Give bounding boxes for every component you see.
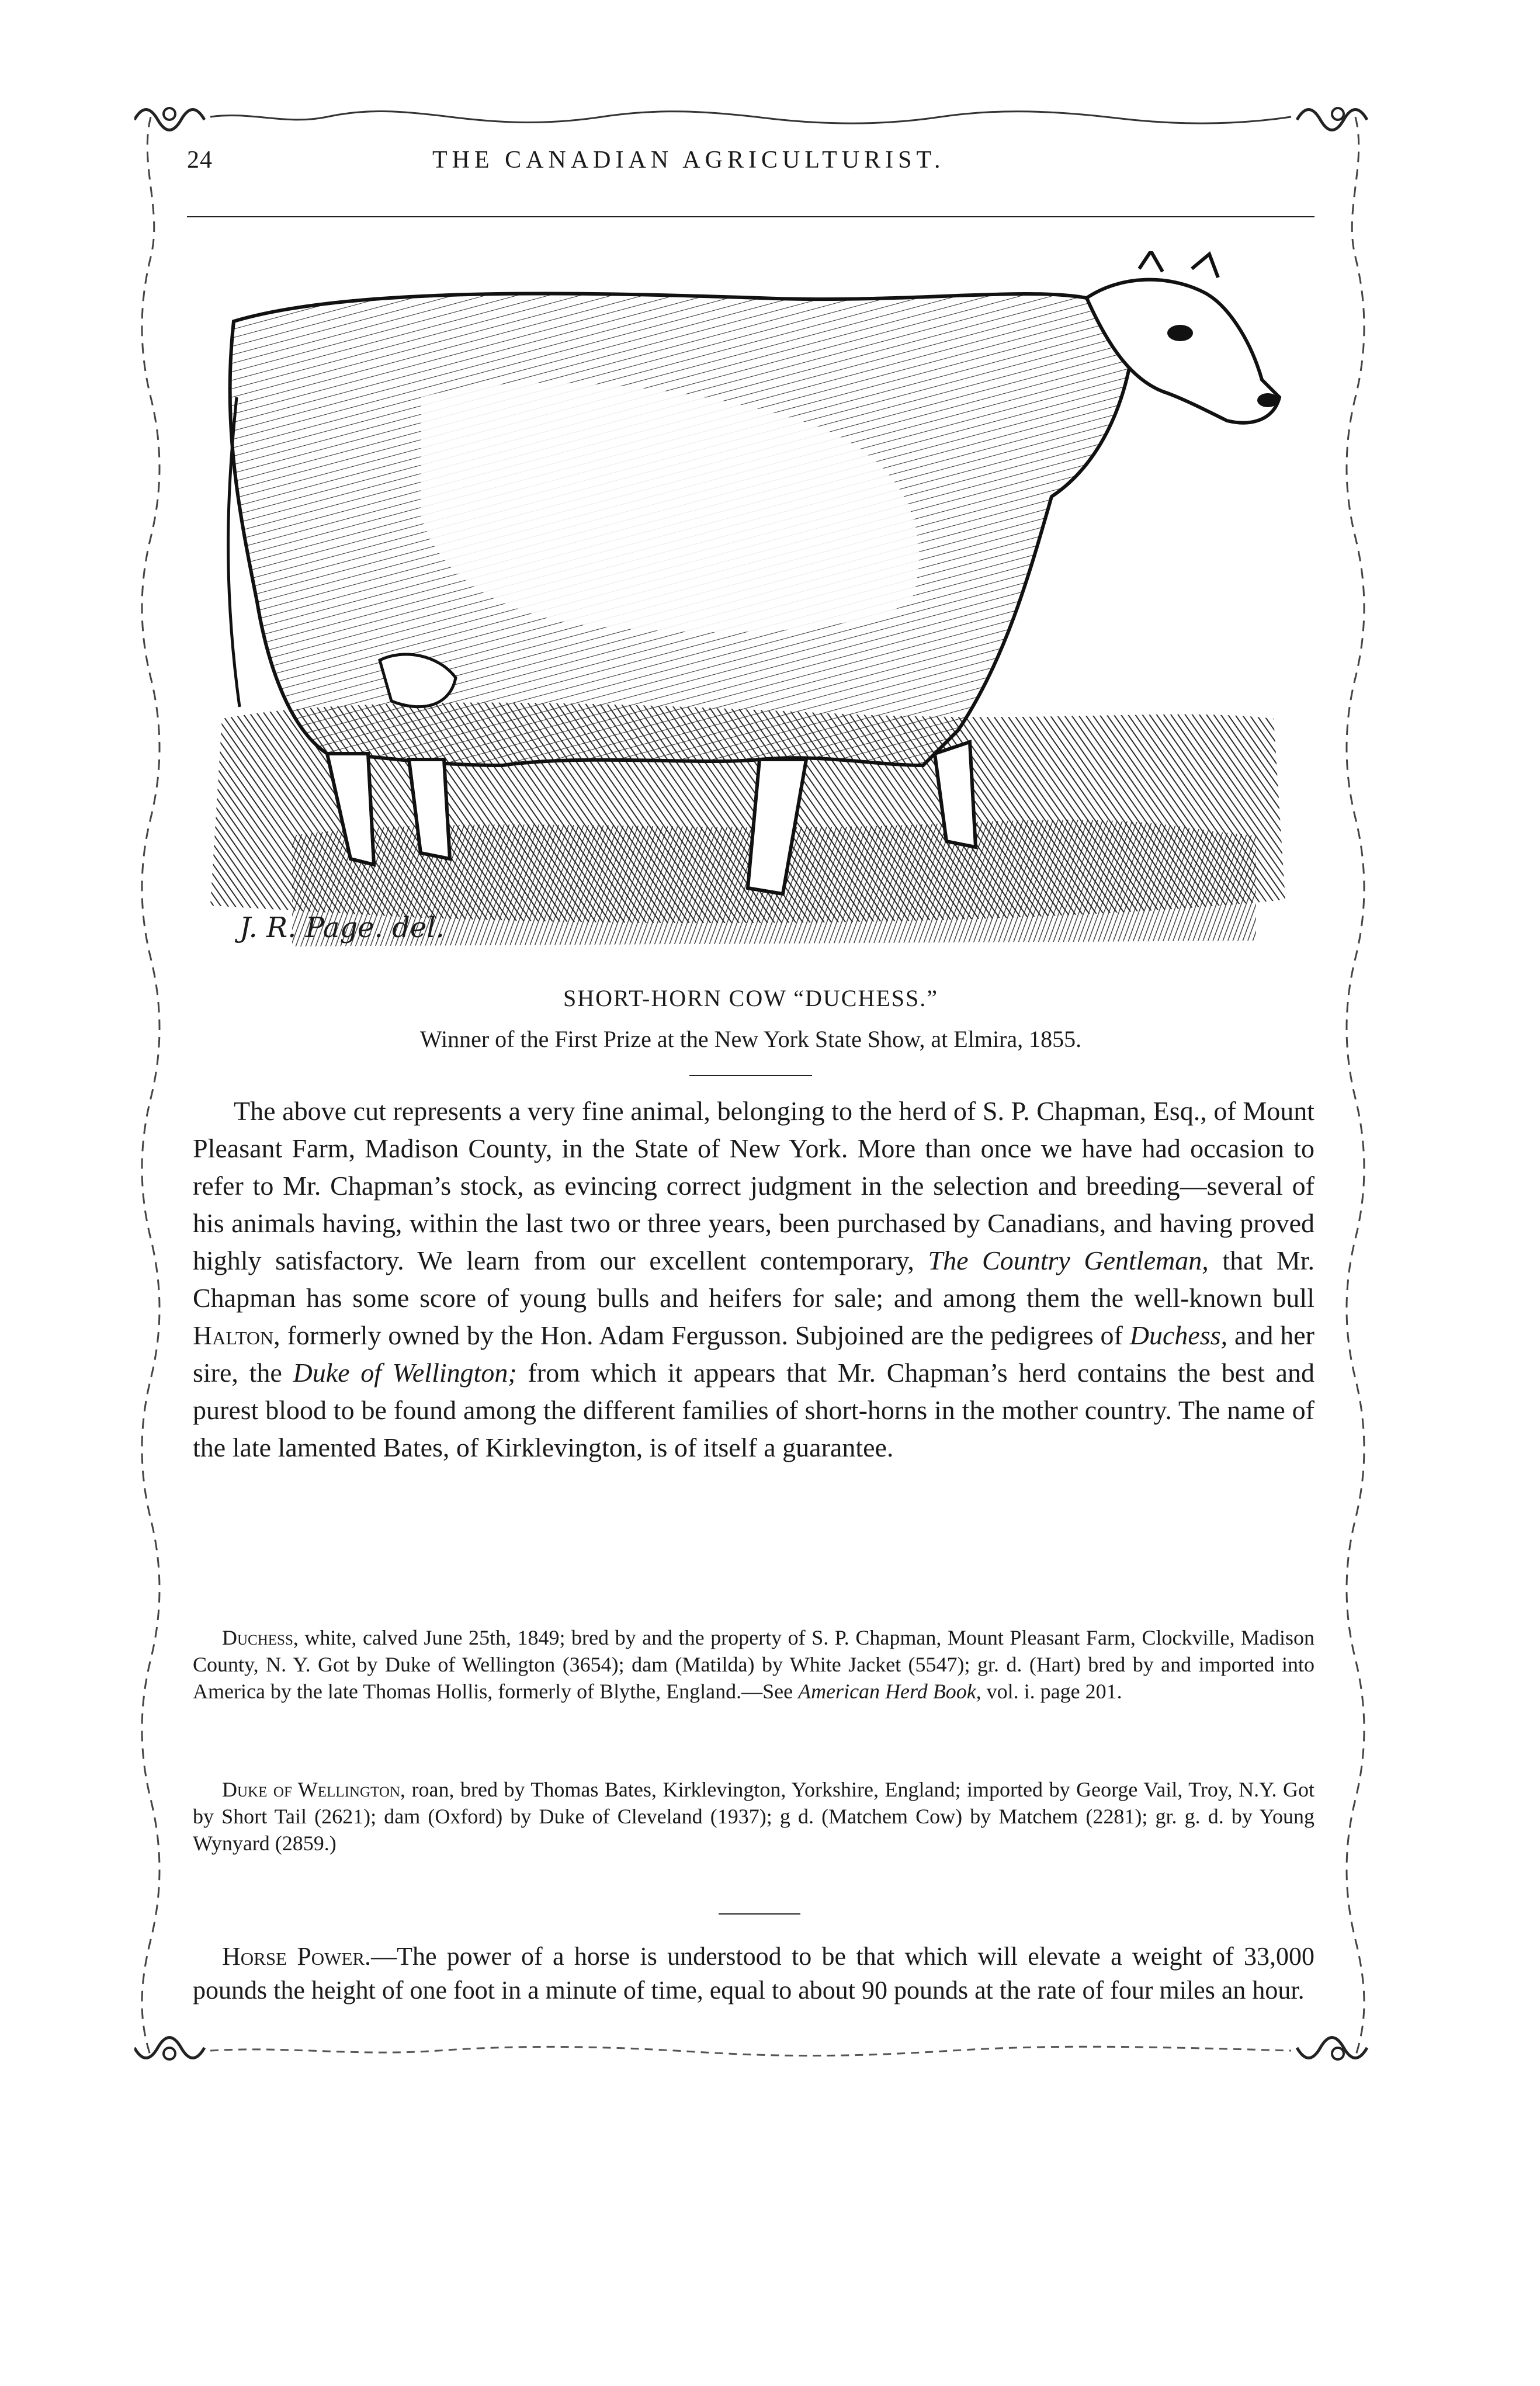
pedigree-duchess-end: vol. i. page 201. — [981, 1680, 1122, 1703]
pedigree-rule — [719, 1913, 800, 1915]
pedigree-duke — [193, 1776, 1314, 1857]
article-text-a: The above cut represents a very fine animal, belonging to the herd of S. P. Chapman, Esq., of Mount Pleasant Farm, Madison County, in the State of New York. More than once we have had occasion to refer to Mr. Chapman’s stock, as evincing correct judgment in the selection and breeding—several of his animals having, within the last two or three years, been purchased by Canadians, and having proved highly satisfactory. We learn from our excellent contemporary, — [193, 1096, 1314, 1275]
engraver-signature: J. R. Page. del. — [240, 911, 445, 944]
horse-power-title: Horse Power. — [222, 1942, 372, 1971]
article-italic-duke: Duke of Wellington; — [293, 1358, 517, 1388]
cow-engraving — [175, 251, 1320, 976]
page-number: 24 — [187, 147, 213, 174]
article-paragraph — [193, 1093, 1314, 1466]
horse-power-text: —The power of a horse is understood to be that which will elevate a weight of 33,000 pounds the height of one foot in a minute of time, equal to about 90 pounds at the rate of four miles an hour. — [193, 1942, 1314, 2004]
article-text-c: formerly owned by the Hon. Adam Fergusson. Subjoined are the pedigrees of — [280, 1320, 1130, 1350]
caption-rule — [689, 1075, 812, 1076]
article-smallcaps-halton: Halton, — [193, 1320, 280, 1350]
running-head-title: THE CANADIAN AGRICULTURIST. — [432, 147, 945, 174]
article-italic-country-gentleman: The Country Gentleman, — [928, 1246, 1209, 1275]
pedigree-duchess-text: white, calved June 25th, 1849; bred by and the property of S. P. Chapman, Mount Pleasant Farm, Clockville, Madison County, N. Y. Got by Duke of Wellington (3654); dam (Matilda) by White Jacket (5547); gr. d. (Hart) bred by and imported into America by the late Thomas Hollis, formerly of Blythe, England.—See — [193, 1626, 1314, 1703]
pedigree-duchess-ref: American Herd Book, — [798, 1680, 981, 1703]
ornamental-border-left — [133, 117, 168, 2056]
article-text-b: that Mr. Chapman has some score of young bulls and heifers for sale; and among them the well-known bull — [193, 1246, 1315, 1313]
ornamental-border-bottom — [134, 2033, 1373, 2074]
header-rule — [187, 216, 1314, 217]
article-text-d: and her sire, the — [193, 1320, 1314, 1388]
article-body — [193, 1093, 1314, 1466]
ornamental-border-right — [1338, 117, 1373, 2056]
article-text-e: from which it appears that Mr. Chapman’s herd contains the best and purest blood to be found among the different families of short-horns in the mother country. The name of the late lamented Bates, of Kirklevington, is of itself a guarantee. — [193, 1358, 1314, 1462]
pedigree-duke-text: roan, bred by Thomas Bates, Kirklevington, Yorkshire, England; imported by George Vail, Troy, N.Y. Got by Short Tail (2621); dam (Oxford) by Duke of Cleveland (1937); g d. (Matchem Cow) by Matchem (2281); gr. g. d. by Young Wynyard (2859.) — [193, 1778, 1314, 1855]
pedigree-duchess-name: Duchess, — [222, 1626, 299, 1649]
ornamental-border-top — [134, 93, 1373, 134]
horse-power-note — [193, 1940, 1314, 2007]
pedigree-duke-name: Duke of Wellington, — [222, 1778, 405, 1801]
caption-subtitle: Winner of the First Prize at the New York State Show, at Elmira, 1855. — [419, 1026, 1082, 1052]
article-italic-duchess: Duchess, — [1129, 1320, 1228, 1350]
pedigree-duchess — [193, 1624, 1314, 1705]
caption-title: SHORT-HORN COW “DUCHESS.” — [563, 985, 939, 1011]
running-header — [187, 146, 1314, 193]
